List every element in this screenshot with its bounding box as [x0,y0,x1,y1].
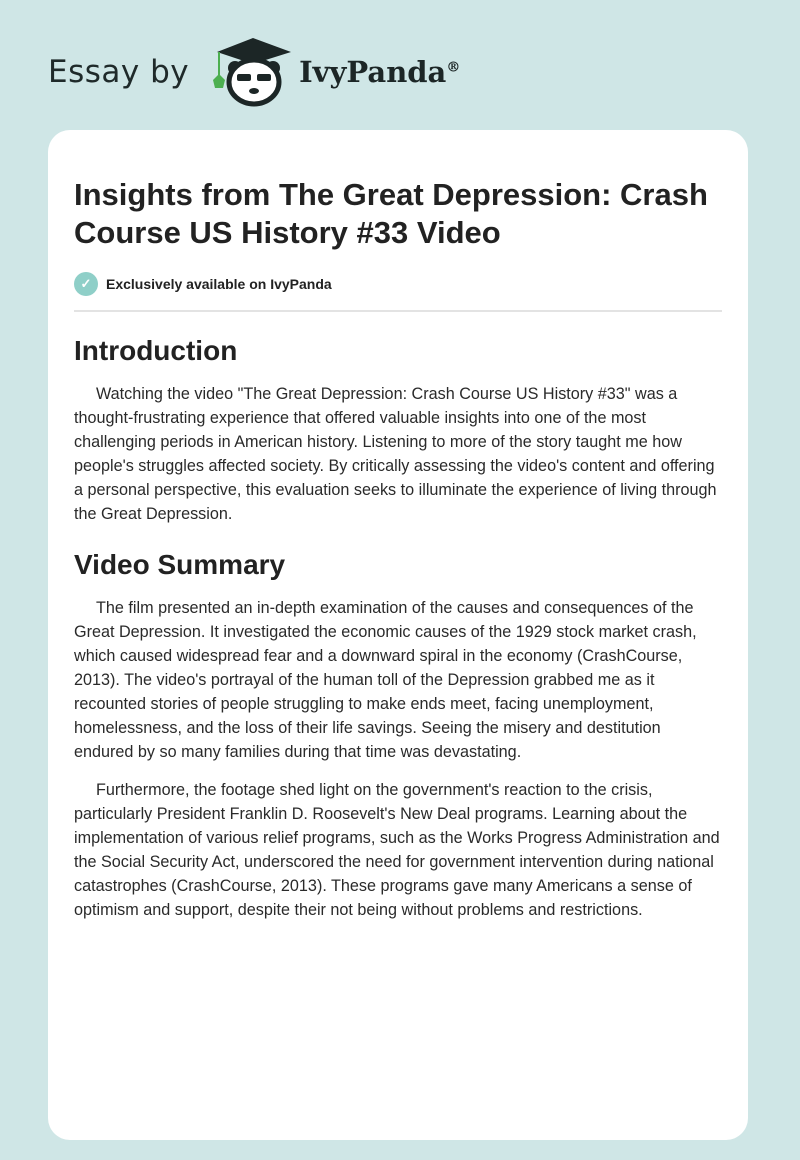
brand-name[interactable]: IvyPanda® [299,55,461,89]
panda-logo-icon [209,36,297,108]
section-heading-video-summary: Video Summary [74,549,286,580]
essay-title: Insights from The Great Depression: Crash Course US History #33 Video [74,177,708,250]
exclusive-badge [74,272,722,296]
essay-by-label: Essay by [48,54,190,90]
paragraph: Furthermore, the footage shed light on the government's reaction to the crisis, particularly President Franklin D. Roosevelt's New Deal programs. Learning about the implementation of various relief programs, such as the Works Progress Administration and the Social Security Act, underscored the need for government intervention during national catastrophes (CrashCourse, 2013). These programs gave many Americans a sense of optimism and support, despite their not being without problems and restrictions. [74,781,720,919]
paragraph: Watching the video "The Great Depression: Crash Course US History #33" was a thought-frustrating experience that offered valuable insights into one of the most challenging periods in American history. Listening to more of the story taught me how people's struggles affected society. By critically assessing the video's content and offering a personal perspective, this evaluation seeks to illuminate the experience of living through the Great Depression. [74,385,717,523]
badge-label: Exclusively available on IvyPanda [106,276,332,292]
site-header [48,36,460,108]
essay-card [48,130,748,1140]
section-heading-introduction: Introduction [74,335,238,366]
divider [74,310,722,312]
paragraph: The film presented an in-depth examination of the causes and consequences of the Great Depression. It investigated the economic causes of the 1929 stock market crash, which caused widespread fear and a downward spiral in the economy (CrashCourse, 2013). The video's portrayal of the human toll of the Depression grabbed me as it recounted stories of people struggling to make ends meet, facing unemployment, homelessness, and the loss of their life savings. Seeing the misery and destitution endured by so many families during that time was devastating. [74,599,697,761]
check-icon: ✓ [74,272,98,296]
